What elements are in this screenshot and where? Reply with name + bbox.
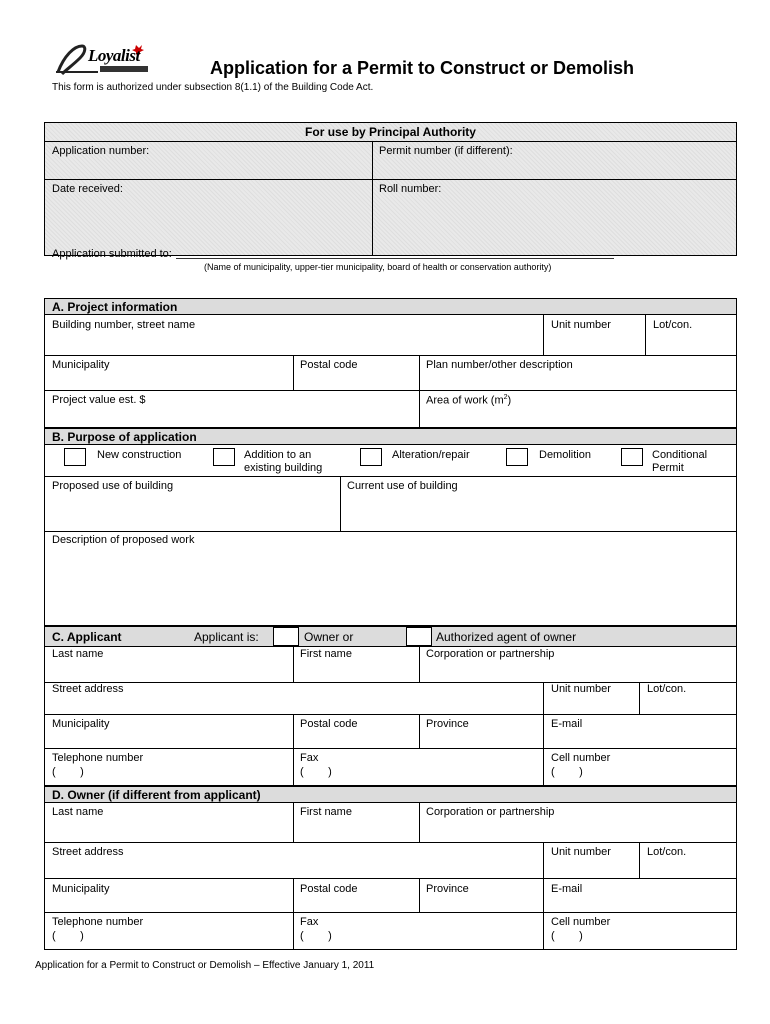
current-use-field[interactable]: Current use of building (347, 480, 458, 492)
d-v4 (639, 842, 640, 878)
applicant-province-field[interactable]: Province (426, 718, 469, 730)
b-row2-top (44, 476, 737, 477)
section-c-heading: C. Applicant (52, 630, 122, 644)
owner-postal-code-field[interactable]: Postal code (300, 883, 358, 895)
applicant-fax-paren: ( ) (300, 766, 332, 778)
owner-telephone-field[interactable]: Telephone number (52, 916, 144, 928)
applicant-cell-field[interactable]: Cell number (551, 752, 611, 764)
owner-telephone-paren: ( ) (52, 930, 84, 942)
new-construction-label: New construction (97, 449, 182, 461)
b-v1 (340, 476, 341, 531)
c-v4 (639, 682, 640, 714)
c-v1 (293, 646, 294, 682)
applicant-street-field[interactable]: Street address (52, 683, 124, 695)
b-row1-top (44, 444, 737, 445)
addition-checkbox[interactable] (213, 448, 235, 466)
applicant-email-field[interactable]: E-mail (551, 718, 583, 730)
section-c-box (44, 626, 737, 786)
submitted-to-label: Application submitted to: (52, 248, 172, 260)
c-v5 (293, 714, 294, 786)
applicant-fax-field[interactable]: Fax (300, 752, 319, 764)
c-v6 (419, 714, 420, 748)
section-c-heading-bar (45, 627, 736, 646)
demolition-label: Demolition (539, 449, 591, 461)
section-d-box (44, 786, 737, 950)
new-construction-checkbox[interactable] (64, 448, 86, 466)
form-footer: Application for a Permit to Construct or Demolish – Effective January 1, 2011 (35, 960, 375, 971)
d-row1-top (44, 802, 737, 803)
a-v3 (293, 355, 294, 390)
addition-label-2: existing building (244, 462, 323, 474)
c-v7 (543, 714, 544, 786)
d-v6 (419, 878, 420, 912)
owner-municipality-field[interactable]: Municipality (52, 883, 110, 895)
owner-first-name-field[interactable]: First name (300, 806, 352, 818)
municipality-field[interactable]: Municipality (52, 359, 110, 371)
principal-authority-heading: For use by Principal Authority (305, 125, 476, 139)
owner-cell-field[interactable]: Cell number (551, 916, 611, 928)
area-of-work-field[interactable] (426, 394, 511, 407)
applicant-municipality-field[interactable]: Municipality (52, 718, 110, 730)
owner-cell-paren: ( ) (551, 930, 583, 942)
date-received-field[interactable]: Date received: (52, 183, 123, 195)
applicant-first-name-field[interactable]: First name (300, 648, 352, 660)
addition-label-1: Addition to an (244, 449, 312, 461)
owner-checkbox[interactable] (273, 627, 299, 646)
authorized-agent-checkbox[interactable] (406, 627, 432, 646)
plan-number-field[interactable]: Plan number/other description (426, 359, 573, 371)
owner-fax-field[interactable]: Fax (300, 916, 319, 928)
applicant-unit-field[interactable]: Unit number (551, 683, 611, 695)
proposed-use-field[interactable]: Proposed use of building (52, 480, 174, 492)
c-row1-top (44, 646, 737, 647)
alteration-checkbox[interactable] (360, 448, 382, 466)
conditional-permit-label-1: Conditional (652, 449, 708, 461)
b-row3-top (44, 531, 737, 532)
d-v3 (543, 842, 544, 878)
applicant-cell-paren: ( ) (551, 766, 583, 778)
area-close: ) (507, 394, 512, 407)
owner-lot-con-field[interactable]: Lot/con. (647, 846, 687, 858)
section-d-heading: D. Owner (if different from applicant) (52, 788, 261, 802)
area-of-work-label: Area of work (m (426, 394, 504, 407)
application-number-field[interactable]: Application number: (52, 145, 150, 157)
owner-corporation-field[interactable]: Corporation or partnership (426, 806, 555, 818)
section-b-heading: B. Purpose of application (52, 430, 197, 444)
c-row4-top (44, 748, 737, 749)
a-v1 (543, 314, 544, 355)
unit-number-field[interactable]: Unit number (551, 319, 611, 331)
owner-last-name-field[interactable]: Last name (52, 806, 104, 818)
section-a-box (44, 298, 737, 428)
a-v2 (645, 314, 646, 355)
conditional-permit-checkbox[interactable] (621, 448, 643, 466)
a-row3-top (44, 390, 737, 391)
owner-province-field[interactable]: Province (426, 883, 469, 895)
owner-street-field[interactable]: Street address (52, 846, 124, 858)
c-row3-top (44, 714, 737, 715)
applicant-last-name-field[interactable]: Last name (52, 648, 104, 660)
d-row3-top (44, 878, 737, 879)
building-street-field[interactable]: Building number, street name (52, 319, 196, 331)
owner-or-label: Owner or (304, 630, 354, 644)
description-field[interactable]: Description of proposed work (52, 534, 195, 546)
owner-email-field[interactable]: E-mail (551, 883, 583, 895)
project-value-field[interactable]: Project value est. $ (52, 394, 146, 406)
applicant-is-label: Applicant is: (194, 630, 259, 644)
owner-unit-field[interactable]: Unit number (551, 846, 611, 858)
pa-divider-vertical (372, 141, 373, 256)
submitted-to-note: (Name of municipality, upper-tier municipality, board of health or conservation authority) (204, 262, 552, 272)
d-row4-top (44, 912, 737, 913)
c-row2-top (44, 682, 737, 683)
logo-text: Loyalist (88, 46, 140, 65)
demolition-checkbox[interactable] (506, 448, 528, 466)
d-v2 (419, 802, 420, 842)
section-a-heading: A. Project information (52, 300, 178, 314)
c-v3 (543, 682, 544, 714)
d-v7 (543, 878, 544, 950)
applicant-lot-con-field[interactable]: Lot/con. (647, 683, 687, 695)
loyalist-logo (52, 42, 152, 76)
applicant-postal-code-field[interactable]: Postal code (300, 718, 358, 730)
a-v4 (419, 355, 420, 428)
a-row1-top (44, 314, 737, 315)
submitted-to-input[interactable] (176, 258, 614, 259)
c-v2 (419, 646, 420, 682)
d-row2-top (44, 842, 737, 843)
lot-con-field[interactable]: Lot/con. (653, 319, 693, 331)
applicant-corporation-field[interactable]: Corporation or partnership (426, 648, 555, 660)
pa-divider-top (44, 141, 737, 142)
applicant-telephone-paren: ( ) (52, 766, 84, 778)
applicant-telephone-field[interactable]: Telephone number (52, 752, 144, 764)
d-v5 (293, 878, 294, 950)
postal-code-field[interactable]: Postal code (300, 359, 358, 371)
form-subtitle: This form is authorized under subsection 8(1.1) of the Building Code Act. (52, 82, 374, 93)
alteration-label: Alteration/repair (392, 449, 470, 461)
form-title: Application for a Permit to Construct or Demolish (210, 58, 635, 78)
permit-number-field[interactable]: Permit number (if different): (379, 145, 513, 157)
area-sup: 2 (503, 394, 508, 401)
conditional-permit-label-2: Permit (652, 462, 684, 474)
pa-divider-mid (44, 179, 737, 180)
owner-fax-paren: ( ) (300, 930, 332, 942)
roll-number-field[interactable]: Roll number: (379, 183, 442, 195)
a-row2-top (44, 355, 737, 356)
authorized-agent-label: Authorized agent of owner (436, 630, 577, 644)
d-v1 (293, 802, 294, 842)
